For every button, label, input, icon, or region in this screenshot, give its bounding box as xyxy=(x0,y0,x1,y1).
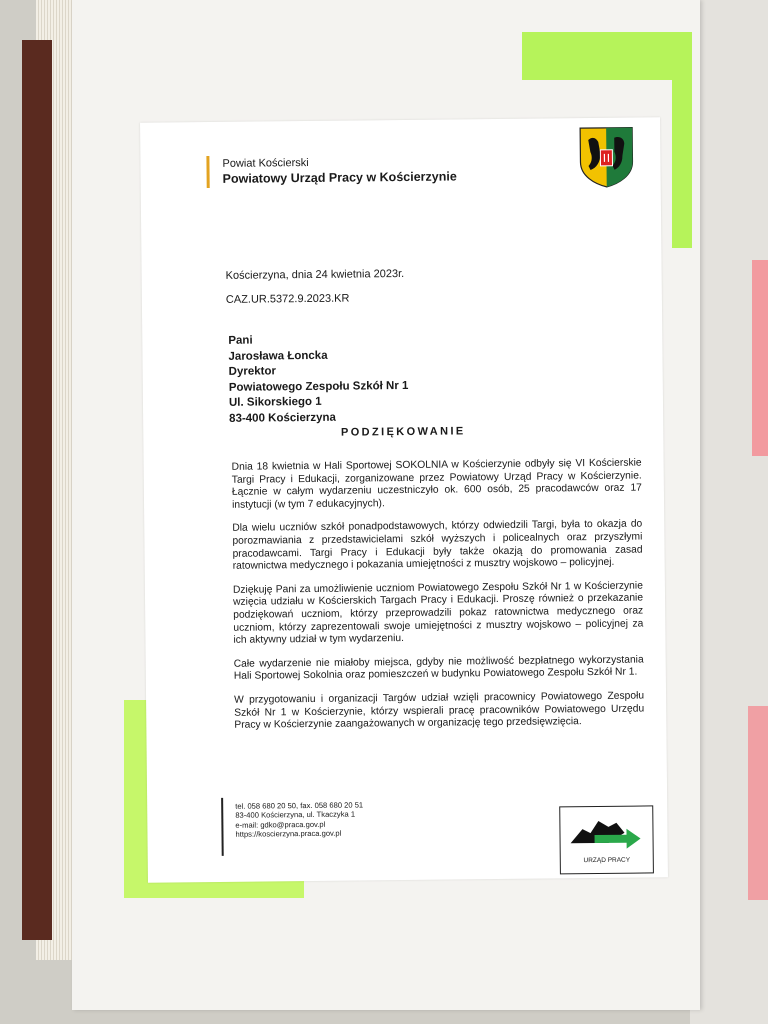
letter-title: PODZIĘKOWANIE xyxy=(340,425,466,439)
coat-of-arms-icon xyxy=(578,126,635,189)
body-paragraph: W przygotowaniu i organizacji Targów udział wzięli pracownicy Powiatowego Zespołu Szkół Nr 1 w Kościerzynie, którzy wspierali pracę pracowników Powiatowego Urzędu Pracy w Kościerzynie zaangażowanych w organizację tego przedsięwzięcia. xyxy=(234,690,645,731)
letter-sheet xyxy=(140,117,668,882)
footer-phone: tel. 058 680 20 50, fax. 058 680 20 51 xyxy=(235,800,364,811)
logo-caption: URZĄD PRACY xyxy=(583,856,631,865)
letter-footer xyxy=(235,800,363,839)
footer-email: e-mail: gdko@praca.gov.pl xyxy=(235,819,326,830)
recipient-name: Jarosława Łoncka xyxy=(228,349,328,363)
sticky-note-green-top xyxy=(522,32,692,80)
recipient-city: 83-400 Kościerzyna xyxy=(229,411,336,425)
letter-body xyxy=(232,458,645,744)
urzad-pracy-logo xyxy=(559,805,654,874)
urzad-pracy-logo-icon xyxy=(568,813,644,856)
letterhead-office: Powiatowy Urząd Pracy w Kościerzynie xyxy=(222,169,457,186)
body-paragraph: Całe wydarzenie nie miałoby miejsca, gdyby nie możliwość bezpłatnego wykorzystania Hali Sportowej Sokolnia oraz pomieszczeń w budynku Powiatowego Zespołu Szkół Nr 1. xyxy=(233,654,644,683)
footer-divider xyxy=(221,798,224,856)
footer-address: 83-400 Kościerzyna, ul. Tkaczyka 1 xyxy=(235,809,356,821)
letter-date: Kościerzyna, dnia 24 kwietnia 2023r. xyxy=(225,267,405,282)
recipient-salutation: Pani xyxy=(228,334,253,347)
body-paragraph: Dla wielu uczniów szkół ponadpodstawowych, którzy odwiedzili Targi, była to okazja do porozmawiania z przedstawicielami szkół wyższych i policealnych oraz przyszłymi pracodawcami. Targi Pracy i Edukacji były także okazją do promowania zasad ratownictwa medycznego i pokazania umiejętności z musztry wojskowo – policyjnej. xyxy=(232,518,643,572)
letterhead-county: Powiat Kościerski xyxy=(222,156,309,170)
footer-website: https://koscierzyna.praca.gov.pl xyxy=(235,828,342,840)
body-paragraph: Dziękuję Pani za umożliwienie uczniom Powiatowego Zespołu Szkół Nr 1 w Kościerzynie wzięcia udziału w Kościerskich Targach Pracy i Edukacji. Proszę również o przekazanie podziękowań uczniom, którzy przeprowadzili pokaz ratownictwa medycznego oraz uczniom, którzy zaprezentowali swoje umiejętności z musztry wojskowo – policyjnej za ich aktywny udział w tym wydarzeniu. xyxy=(232,580,644,646)
reference-number: CAZ.UR.5372.9.2023.KR xyxy=(225,292,350,306)
sticky-note-green-side xyxy=(672,32,692,248)
recipient-address xyxy=(228,332,409,427)
recipient-position: Dyrektor xyxy=(228,365,277,379)
binder-spine xyxy=(22,40,52,940)
body-paragraph: Dnia 18 kwietnia w Hali Sportowej SOKOLNIA w Kościerzynie odbyły się VI Kościerskie Targi Pracy i Edukacji, zorganizowane przez Powiatowy Urząd Pracy w Kościerzynie. Łącznie w całym wydarzeniu uczestniczyło ok. 600 osób, 25 pracodawców oraz 17 instytucji (w tym 7 edukacyjnych). xyxy=(231,457,642,511)
sticky-tab-pink-top xyxy=(752,260,768,456)
letterhead-accent-bar xyxy=(206,156,209,188)
sticky-tab-pink-bottom xyxy=(748,706,768,900)
recipient-institution: Powiatowego Zespołu Szkół Nr 1 xyxy=(228,379,409,394)
recipient-street: Ul. Sikorskiego 1 xyxy=(228,396,322,410)
